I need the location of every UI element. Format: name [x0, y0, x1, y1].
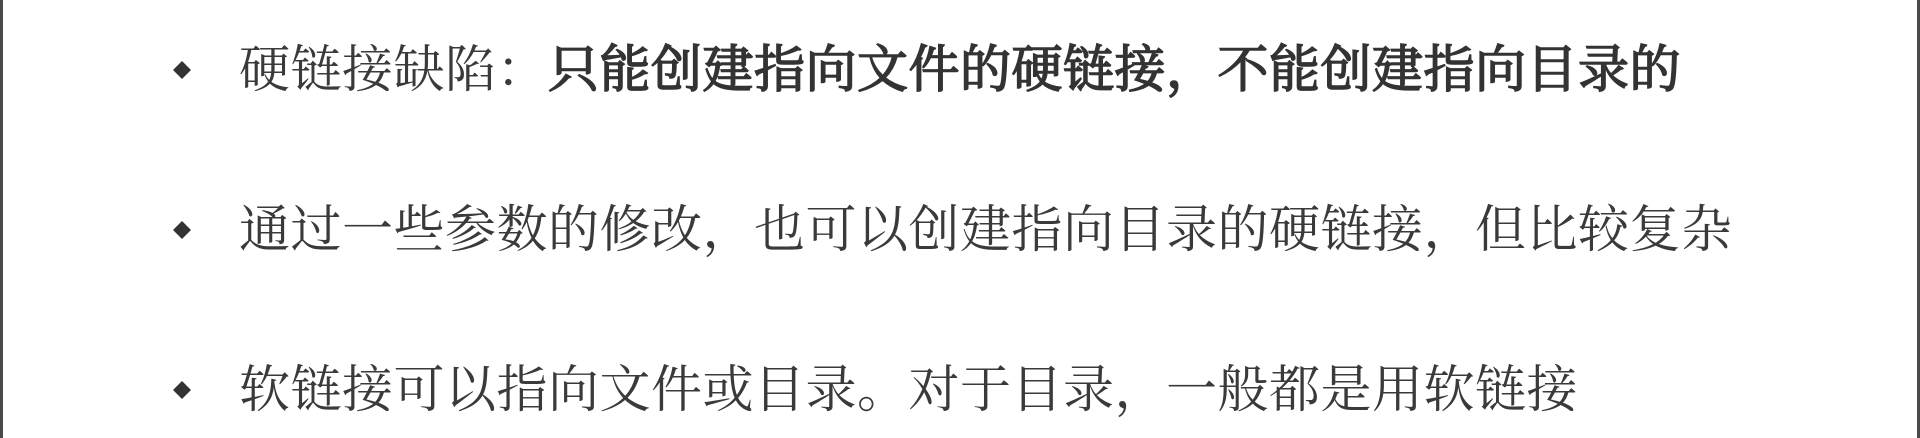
diamond-bullet-icon — [173, 381, 191, 399]
diamond-bullet-icon — [173, 61, 191, 79]
bullet-item-soft-link — [173, 350, 1578, 430]
bullet-item-parameter-modification — [173, 190, 1733, 270]
bullet-emphasis: 只能创建指向文件的硬链接，不能创建指向目录的 — [548, 40, 1682, 100]
bullet-item-hard-link-defect — [173, 30, 1681, 110]
diamond-bullet-icon — [173, 221, 191, 239]
bullet-text — [239, 40, 1682, 100]
bullet-text: 软链接可以指向文件或目录。对于目录，一般都是用软链接 — [239, 360, 1579, 420]
bullet-text: 通过一些参数的修改，也可以创建指向目录的硬链接，但比较复杂 — [239, 200, 1733, 260]
bullet-label: 硬链接缺陷： — [239, 40, 549, 100]
